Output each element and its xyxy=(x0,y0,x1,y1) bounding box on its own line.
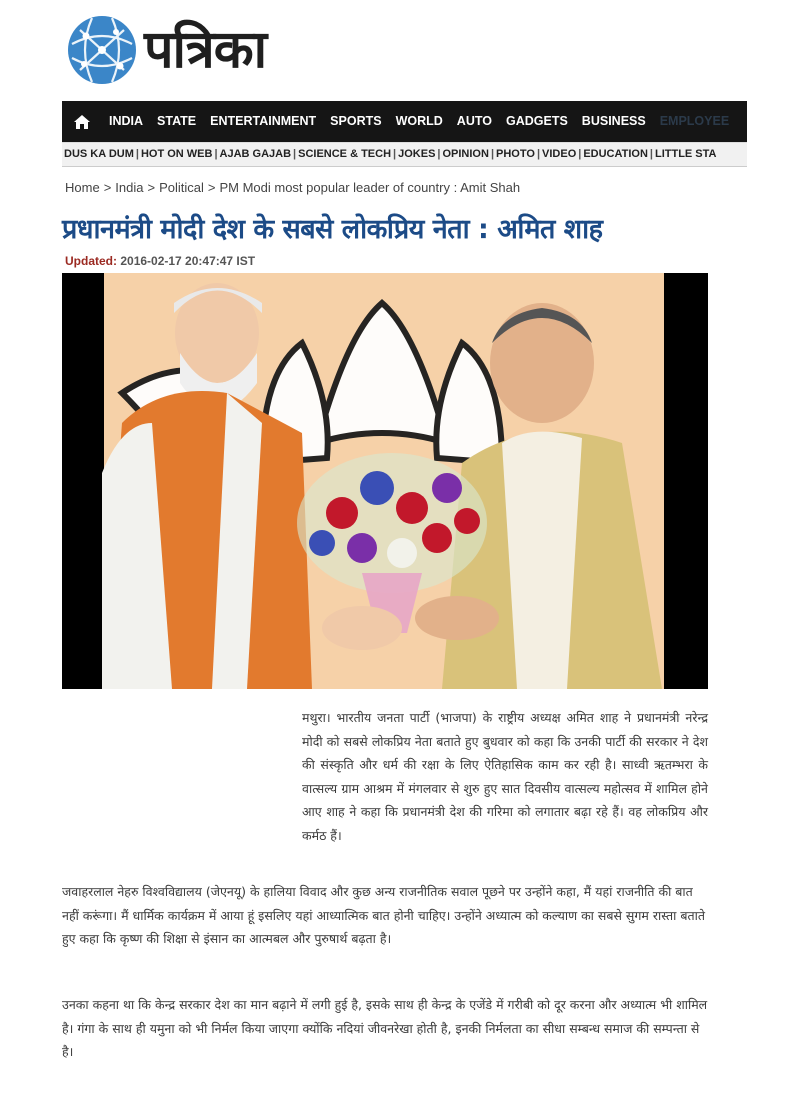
breadcrumb-home[interactable]: Home xyxy=(65,180,100,195)
subnav-separator: | xyxy=(536,148,541,160)
subnav-item-ajab-gajab[interactable]: AJAB GAJAB xyxy=(219,148,292,160)
subnav-separator: | xyxy=(214,148,218,160)
nav-item-entertainment[interactable]: ENTERTAINMENT xyxy=(210,114,317,128)
breadcrumb-separator: > xyxy=(147,180,156,195)
logo-wordmark: पत्रिका xyxy=(144,20,267,80)
subnav-item-little-star[interactable]: LITTLE STA xyxy=(654,148,717,160)
article-photo xyxy=(62,273,708,689)
subnav-separator: | xyxy=(578,148,582,160)
breadcrumb-political[interactable]: Political xyxy=(159,180,204,195)
nav-item-auto[interactable]: AUTO xyxy=(456,114,492,128)
main-nav xyxy=(62,101,747,142)
subnav-separator: | xyxy=(490,148,495,160)
subnav-item-dus-ka-dum[interactable]: DUS KA DUM xyxy=(64,148,134,160)
subnav-item-jokes[interactable]: JOKES xyxy=(398,148,436,160)
article-paragraph: मथुरा। भारतीय जनता पार्टी (भाजपा) के राष्ट्रीय अध्यक्ष अमित शाह ने प्रधानमंत्री नरेन्द्र मोदी को सबसे लोकप्रिय नेता बताते हुए बुधवार को कहा कि उनकी पार्टी की सरकार ने देश की संस्कृति और धर्म की रक्षा के लिए ऐतिहासिक काम कर रही है। साध्वी ऋतम्भरा के वात्सल्य ग्राम आश्रम में मंगलवार से शुरु हुए सात दिवसीय वात्सल्य महोत्सव में शामिल होने आए शाह ने कहा कि प्रधानमंत्री देश की गरिमा को लगातार बढ़ा रहे हैं। वह लोकप्रिय और कर्मठ हैं। xyxy=(302,710,708,843)
breadcrumb-separator: > xyxy=(103,180,112,195)
subnav-separator: | xyxy=(135,148,139,160)
subnav-separator: | xyxy=(437,148,441,160)
subnav-item-opinion[interactable]: OPINION xyxy=(442,148,489,160)
breadcrumb-separator: > xyxy=(207,180,216,195)
article-photo-image xyxy=(62,273,708,689)
subnav-separator: | xyxy=(393,148,397,160)
article-paragraph: जवाहरलाल नेहरु विश्वविद्यालय (जेएनयू) के हालिया विवाद और कुछ अन्य राजनीतिक सवाल पूछने पर उन्होंने कहा, मैं यहां राजनीति की बात नहीं करूंगा। मैं धार्मिक कार्यक्रम में आया हूं इसलिए यहां आध्यात्मिक बात होनी चाहिए। उन्होंने अध्यात्म को कल्याण का सबसे सुगम रास्ता बताते हुए कहा कि कृष्ण की शिक्षा से इंसान का आत्मबल और पुरुषार्थ बढ़ता है। xyxy=(62,884,706,947)
subnav-item-video[interactable]: VIDEO xyxy=(542,148,577,160)
breadcrumb xyxy=(65,180,520,195)
nav-item-gadgets[interactable]: GADGETS xyxy=(505,114,568,128)
subnav-item-hot-on-web[interactable]: HOT ON WEB xyxy=(140,148,213,160)
subnav-separator: | xyxy=(649,148,653,160)
updated-label: Updated: xyxy=(65,254,117,268)
nav-item-business[interactable]: BUSINESS xyxy=(581,114,646,128)
home-icon xyxy=(73,114,91,130)
article-updated xyxy=(65,254,255,268)
site-logo[interactable] xyxy=(66,12,316,88)
article-title: प्रधानमंत्री मोदी देश के सबसे लोकप्रिय नेता : अमित शाह xyxy=(62,214,603,245)
nav-item-world[interactable]: WORLD xyxy=(395,114,443,128)
nav-item-sports[interactable]: SPORTS xyxy=(330,114,382,128)
globe-icon xyxy=(66,14,138,86)
subnav-item-education[interactable]: EDUCATION xyxy=(583,148,648,160)
home-button[interactable] xyxy=(62,101,102,142)
nav-item-india[interactable]: INDIA xyxy=(109,114,144,128)
subnav-item-photo[interactable]: PHOTO xyxy=(496,148,535,160)
subnav-separator: | xyxy=(293,148,297,160)
breadcrumb-india[interactable]: India xyxy=(115,180,144,195)
subnav-item-science-tech[interactable]: SCIENCE & TECH xyxy=(298,148,392,160)
article-paragraph: उनका कहना था कि केन्द्र सरकार देश का मान बढ़ाने में लगी हुई है, इसके साथ ही केन्द्र के एजेंडे में गरीबी को दूर करना और अध्यात्म भी शामिल है। गंगा के साथ ही यमुना को भी निर्मल किया जाएगा क्योंकि नदियां जीवनरेखा होती है, इनकी निर्मलता का सीधा सम्बन्ध समाज की सम्पन्ता से है। xyxy=(62,997,708,1060)
updated-timestamp: 2016-02-17 20:47:47 IST xyxy=(120,254,256,268)
sub-nav xyxy=(62,142,747,167)
nav-item-state[interactable]: STATE xyxy=(157,114,197,128)
nav-item-employee[interactable]: EMPLOYEE xyxy=(659,114,730,128)
breadcrumb-current: PM Modi most popular leader of country : Amit Shah xyxy=(219,180,521,195)
